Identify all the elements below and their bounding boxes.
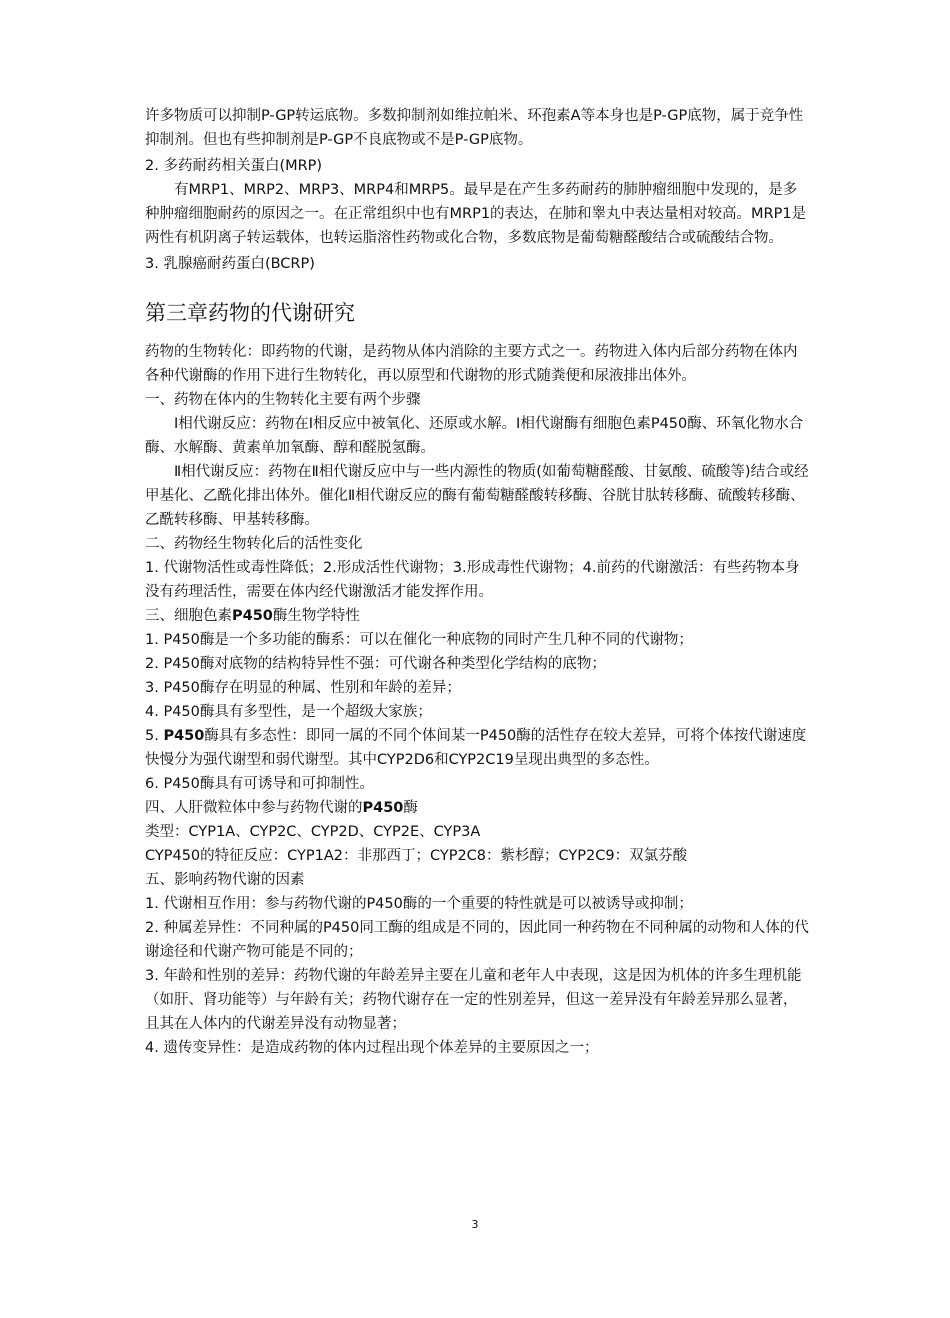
p450-item-4: 4. P450酶具有多型性，是一个超级大家族； xyxy=(145,704,432,720)
section1-heading: 一、药物在体内的生物转化主要有两个步骤 xyxy=(145,392,421,408)
chapter-title: 第三章药物的代谢研究 xyxy=(145,301,355,325)
p450-item-3: 3. P450酶存在明显的种属、性别和年龄的差异； xyxy=(145,680,461,696)
factor-item-1: 1. 代谢相互作用：参与药物代谢的P450酶的一个重要的特性就是可以被诱导或抑制； xyxy=(145,896,693,912)
section4-heading-bold: P450 xyxy=(362,800,404,816)
phase2-paragraph: Ⅱ相代谢反应：药物在Ⅱ相代谢反应中与一些内源性的物质(如葡萄糖醛酸、甘氨酸、硫酸等)结合或经甲基化、乙酰化排出体外。催化Ⅱ相代谢反应的酶有葡萄糖醛酸转移酶、谷胱甘肽转移酶、硫酸转移酶、乙酰转移酶、甲基转移酶。 xyxy=(145,464,809,528)
cyp-reactions: CYP450的特征反应：CYP1A2：非那西丁；CYP2C8：紫杉醇；CYP2C9：双氯芬酸 xyxy=(145,848,688,864)
factor-item-4: 4. 遗传变异性：是造成药物的体内过程出现个体差异的主要原因之一； xyxy=(145,1040,599,1056)
section3-heading-pre: 三、细胞色素 xyxy=(145,608,232,624)
phase1-paragraph: Ⅰ相代谢反应：药物在Ⅰ相反应中被氧化、还原或水解。Ⅰ相代谢酶有细胞色素P450酶、环氧化物水合酶、水解酶、黄素单加氧酶、醇和醛脱氢酶。 xyxy=(145,416,804,456)
section2-paragraph: 1. 代谢物活性或毒性降低；2.形成活性代谢物；3.形成毒性代谢物；4.前药的代谢激活：有些药物本身没有药理活性，需要在体内经代谢激活才能发挥作用。 xyxy=(145,560,800,600)
mrp-paragraph: 有MRP1、MRP2、MRP3、MRP4和MRP5。最早是在产生多药耐药的肺肿瘤细胞中发现的，是多种肿瘤细胞耐药的原因之一。在正常组织中也有MRP1的表达，在肺和睾丸中表达量相对较高。MRP1是两性有机阴离子转运载体，也转运脂溶性药物或化合物，多数底物是葡萄糖醛酸结合或硫酸结合物。 xyxy=(145,182,807,246)
bcrp-heading: 3. 乳腺癌耐药蛋白(BCRP) xyxy=(145,256,315,272)
page-number: 3 xyxy=(471,1218,479,1231)
section4-heading-pre: 四、人肝微粒体中参与药物代谢的 xyxy=(145,800,363,816)
p450-item-5 xyxy=(145,724,810,772)
section2-heading: 二、药物经生物转化后的活性变化 xyxy=(145,536,363,552)
p450-item-5-text: 酶具有多态性：即同一属的不同个体间某一P450酶的活性存在较大差异，可将个体按代谢速度快慢分为强代谢型和弱代谢型。其中CYP2D6和CYP2C19呈现出典型的多态性。 xyxy=(145,728,807,768)
factor-item-3: 3. 年龄和性别的差异：药物代谢的年龄差异主要在儿童和老年人中表现，这是因为机体的许多生理机能（如肝、肾功能等）与年龄有关；药物代谢存在一定的性别差异，但这一差异没有年龄差异那么显著，且其在人体内的代谢差异没有动物显著； xyxy=(145,968,802,1032)
section3-heading-post: 酶生物学特性 xyxy=(272,608,360,624)
cyp-types: 类型：CYP1A、CYP2C、CYP2D、CYP2E、CYP3A xyxy=(145,824,481,840)
mrp-heading: 2. 多药耐药相关蛋白(MRP) xyxy=(145,158,323,174)
p450-item-6: 6. P450酶具有可诱导和可抑制性。 xyxy=(145,776,374,792)
intro-paragraph: 药物的生物转化：即药物的代谢，是药物从体内消除的主要方式之一。药物进入体内后部分药物在体内各种代谢酶的作用下进行生物转化，再以原型和代谢物的形式随粪便和尿液排出体外。 xyxy=(145,344,798,384)
p450-item-1: 1. P450酶是一个多功能的酶系：可以在催化一种底物的同时产生几种不同的代谢物； xyxy=(145,632,693,648)
page-content xyxy=(145,104,810,1060)
factor-item-2: 2. 种属差异性：不同种属的P450同工酶的组成是不同的，因此同一种药物在不同种属的动物和人体的代谢途径和代谢产物可能是不同的； xyxy=(145,920,809,960)
p450-item-2: 2. P450酶对底物的结构特异性不强：可代谢各种类型化学结构的底物； xyxy=(145,656,606,672)
pgp-inhibitor-paragraph: 许多物质可以抑制P-GP转运底物。多数抑制剂如维拉帕米、环孢素A等本身也是P-GP底物，属于竞争性抑制剂。但也有些抑制剂是P-GP不良底物或不是P-GP底物。 xyxy=(145,108,804,148)
section3-heading xyxy=(145,604,810,628)
section5-heading: 五、影响药物代谢的因素 xyxy=(145,872,305,888)
p450-item-5-bold: P450 xyxy=(163,728,205,744)
section3-heading-bold: P450 xyxy=(232,608,273,624)
p450-item-5-num: 5. xyxy=(145,728,164,744)
section4-heading-post: 酶 xyxy=(403,800,418,816)
section4-heading xyxy=(145,796,810,820)
